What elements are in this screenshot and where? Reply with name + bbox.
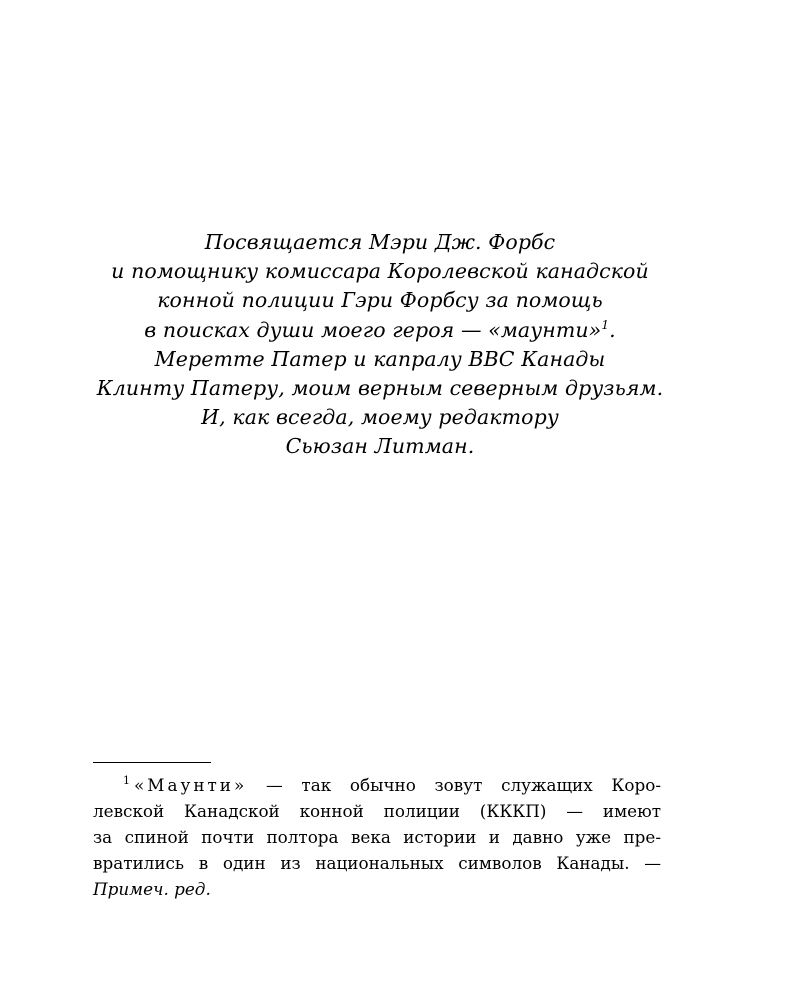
dedication-line-5: Меретте Патер и капралу ВВС Канады <box>154 346 606 371</box>
footnote-line-1-rest: — так обычно зовут служащих Коро- <box>247 775 661 795</box>
footnote-number: 1 <box>123 774 130 788</box>
footnote-line-1 <box>93 772 661 798</box>
dedication-line-4-text: в поисках души моего героя — «маунти» <box>144 317 602 342</box>
dedication-line-7: И, как всегда, моему редактору <box>201 405 559 430</box>
footnote-reference[interactable]: 1 <box>601 317 610 332</box>
footnote <box>93 772 661 902</box>
footnote-line-4: вратились в один из национальных символов Канады. — <box>93 853 661 873</box>
dedication <box>60 228 700 462</box>
dedication-line-3: конной полиции Гэри Форбсу за помощь <box>157 288 603 313</box>
dedication-line-2: и помощнику комиссара Королевской канадской <box>111 259 649 284</box>
footnote-editor-note: Примеч. ред. <box>93 879 211 899</box>
footnote-line-2: левской Канадской конной полиции (КККП) — имеют <box>93 801 661 821</box>
dedication-line-4 <box>60 316 700 345</box>
dedication-line-4-end: . <box>609 317 616 342</box>
dedication-line-1: Посвящается Мэри Дж. Форбс <box>204 230 556 254</box>
footnote-divider <box>93 762 211 763</box>
dedication-line-8: Сьюзан Литман. <box>285 434 475 459</box>
footnote-term: «Маунти» <box>134 775 248 795</box>
dedication-line-6: Клинту Патеру, моим верным северным друзьям. <box>96 376 664 401</box>
footnote-line-3: за спиной почти полтора века истории и давно уже пре- <box>93 827 661 847</box>
